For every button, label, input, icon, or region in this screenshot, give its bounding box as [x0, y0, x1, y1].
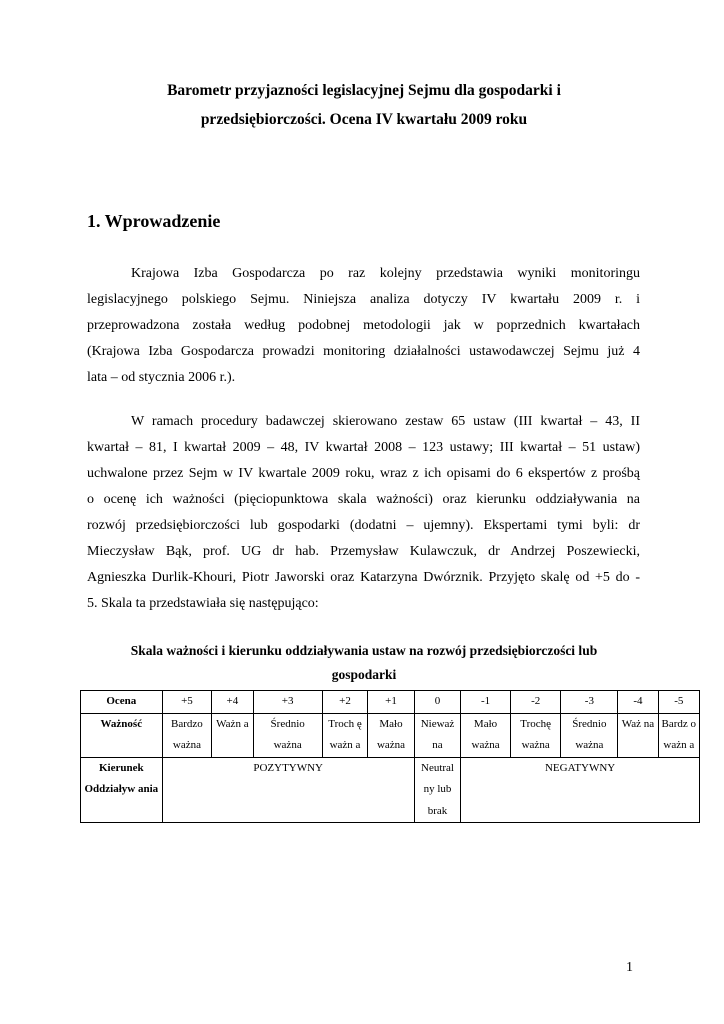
title-line-2: przedsiębiorczości. Ocena IV kwartału 2009 roku — [200, 111, 528, 128]
text-line: Mieczysław Bąk, prof. UG dr hab. Przemysław Kulawczuk, dr Andrzej Poszewiecki, — [87, 544, 640, 559]
text-line: lata – od stycznia 2006 r.). — [87, 370, 236, 385]
table-caption — [80, 639, 648, 687]
waznosc-cell: Mało ważna — [461, 713, 511, 757]
waznosc-cell: Średnio ważna — [253, 713, 322, 757]
ocena-cell: +2 — [322, 691, 367, 714]
waznosc-cell: Bardz o ważn a — [658, 713, 699, 757]
ocena-cell: +5 — [162, 691, 212, 714]
text-line: Krajowa Izba Gospodarcza po raz kolejny przedstawia wyniki monitoringu — [131, 266, 640, 281]
table-caption-line-2: gospodarki — [331, 667, 397, 682]
ocena-cell: -5 — [658, 691, 699, 714]
row-header-ocena: Ocena — [81, 691, 163, 714]
ocena-cell: -4 — [618, 691, 658, 714]
text-line: o ocenę ich ważności (pięciopunktowa skala ważności) oraz kierunku oddziaływania na — [87, 492, 640, 507]
title-line-1: Barometr przyjazności legislacyjnej Sejmu dla gospodarki i — [167, 82, 561, 99]
ocena-cell: 0 — [414, 691, 461, 714]
intro-paragraph-2 — [87, 409, 640, 617]
text-line: uchwalone przez Sejm w IV kwartale 2009 roku, wraz z ich opisami do 6 ekspertów z prośbą — [87, 466, 640, 481]
kierunek-positive-cell: POZYTYWNY — [162, 757, 414, 823]
ocena-cell: +1 — [368, 691, 415, 714]
row-header-waznosc: Ważność — [81, 713, 163, 757]
text-line: 5. Skala ta przedstawiała się następująco: — [87, 596, 319, 611]
intro-paragraph-1 — [87, 261, 640, 391]
row-header-kierunek: Kierunek Oddziaływ ania — [81, 757, 163, 823]
ocena-cell: -3 — [561, 691, 618, 714]
section-heading: 1. Wprowadzenie — [87, 211, 221, 231]
waznosc-cell: Nieważ na — [414, 713, 461, 757]
waznosc-cell: Trochę ważna — [510, 713, 561, 757]
kierunek-neutral-cell: Neutral ny lub brak — [414, 757, 461, 823]
text-line: Agnieszka Durlik-Khouri, Piotr Jaworski oraz Katarzyna Dwórznik. Przyjęto skalę od +5 do - — [87, 570, 640, 585]
waznosc-cell: Troch ę ważn a — [322, 713, 367, 757]
text-line: (Krajowa Izba Gospodarcza prowadzi monitoring działalności ustawodawczej Sejmu już 4 — [87, 344, 640, 359]
waznosc-cell: Waż na — [618, 713, 658, 757]
table-caption-line-1: Skala ważności i kierunku oddziaływania ustaw na rozwój przedsiębiorczości lub — [130, 643, 598, 658]
table-row-kierunek — [81, 757, 700, 823]
kierunek-negative-cell: NEGATYWNY — [461, 757, 700, 823]
waznosc-cell: Bardzo ważna — [162, 713, 212, 757]
text-line: rozwój przedsiębiorczości lub gospodarki (dodatni – ujemny). Ekspertami tymi byli: dr — [87, 518, 640, 533]
waznosc-cell: Ważn a — [212, 713, 253, 757]
text-line: przeprowadzona została według podobnej metodologii jak w poprzednich kwartałach — [87, 318, 640, 333]
ocena-cell: +3 — [253, 691, 322, 714]
scale-table — [80, 690, 700, 823]
waznosc-cell: Mało ważna — [368, 713, 415, 757]
table-row-waznosc — [81, 713, 700, 757]
text-line: kwartał – 81, I kwartał 2009 – 48, IV kwartał 2008 – 123 ustawy; III kwartał – 51 ustaw) — [87, 440, 640, 455]
page-title — [80, 76, 648, 134]
ocena-cell: -2 — [510, 691, 561, 714]
text-line: W ramach procedury badawczej skierowano zestaw 65 ustaw (III kwartał – 43, II — [131, 414, 640, 429]
page-number: 1 — [626, 960, 633, 975]
table-row-ocena — [81, 691, 700, 714]
waznosc-cell: Średnio ważna — [561, 713, 618, 757]
ocena-cell: -1 — [461, 691, 511, 714]
text-line: legislacyjnego polskiego Sejmu. Niniejsza analiza dotyczy IV kwartału 2009 r. i — [87, 292, 640, 307]
ocena-cell: +4 — [212, 691, 253, 714]
